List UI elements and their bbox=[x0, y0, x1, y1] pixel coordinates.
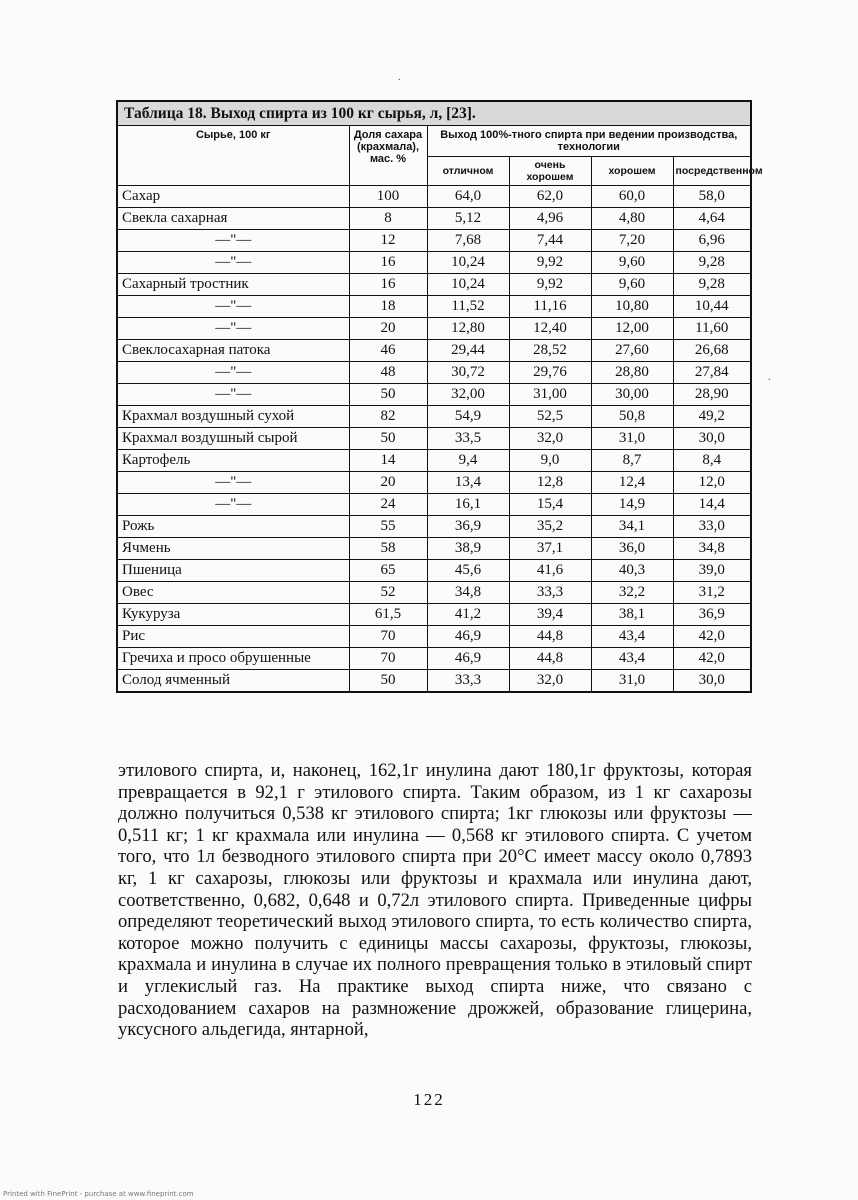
cell-sugar-share: 50 bbox=[349, 384, 427, 406]
cell-raw-material: Солод ячменный bbox=[117, 670, 349, 693]
cell-sugar-share: 52 bbox=[349, 582, 427, 604]
cell-yield-mediocre: 26,68 bbox=[673, 340, 751, 362]
cell-yield-very-good: 32,0 bbox=[509, 428, 591, 450]
cell-yield-excellent: 33,3 bbox=[427, 670, 509, 693]
cell-yield-excellent: 5,12 bbox=[427, 208, 509, 230]
cell-yield-mediocre: 4,64 bbox=[673, 208, 751, 230]
cell-yield-mediocre: 39,0 bbox=[673, 560, 751, 582]
table-row bbox=[117, 538, 751, 560]
cell-yield-excellent: 16,1 bbox=[427, 494, 509, 516]
cell-sugar-share: 20 bbox=[349, 472, 427, 494]
table-row bbox=[117, 296, 751, 318]
cell-raw-material: Гречиха и просо обрушенные bbox=[117, 648, 349, 670]
cell-sugar-share: 16 bbox=[349, 274, 427, 296]
cell-yield-very-good: 41,6 bbox=[509, 560, 591, 582]
cell-yield-mediocre: 10,44 bbox=[673, 296, 751, 318]
cell-yield-excellent: 11,52 bbox=[427, 296, 509, 318]
cell-yield-mediocre: 9,28 bbox=[673, 252, 751, 274]
cell-sugar-share: 100 bbox=[349, 186, 427, 208]
cell-yield-excellent: 7,68 bbox=[427, 230, 509, 252]
cell-yield-mediocre: 27,84 bbox=[673, 362, 751, 384]
cell-yield-good: 28,80 bbox=[591, 362, 673, 384]
cell-yield-very-good: 52,5 bbox=[509, 406, 591, 428]
cell-yield-excellent: 54,9 bbox=[427, 406, 509, 428]
cell-yield-excellent: 12,80 bbox=[427, 318, 509, 340]
cell-yield-good: 7,20 bbox=[591, 230, 673, 252]
cell-sugar-share: 50 bbox=[349, 428, 427, 450]
cell-yield-good: 10,80 bbox=[591, 296, 673, 318]
cell-yield-good: 43,4 bbox=[591, 648, 673, 670]
cell-sugar-share: 70 bbox=[349, 648, 427, 670]
page-number: 122 bbox=[413, 1090, 445, 1109]
cell-sugar-share: 65 bbox=[349, 560, 427, 582]
cell-yield-good: 38,1 bbox=[591, 604, 673, 626]
table-row bbox=[117, 494, 751, 516]
cell-yield-excellent: 46,9 bbox=[427, 648, 509, 670]
cell-yield-excellent: 10,24 bbox=[427, 274, 509, 296]
table-row bbox=[117, 604, 751, 626]
scan-speck: . bbox=[398, 72, 401, 83]
print-footer: Printed with FinePrint - purchase at www.fineprint.com bbox=[3, 1190, 194, 1198]
cell-sugar-share: 55 bbox=[349, 516, 427, 538]
cell-sugar-share: 14 bbox=[349, 450, 427, 472]
cell-raw-material: Крахмал воздушный сухой bbox=[117, 406, 349, 428]
table-row bbox=[117, 362, 751, 384]
cell-yield-mediocre: 11,60 bbox=[673, 318, 751, 340]
cell-yield-mediocre: 49,2 bbox=[673, 406, 751, 428]
cell-yield-excellent: 45,6 bbox=[427, 560, 509, 582]
cell-raw-material: Овес bbox=[117, 582, 349, 604]
cell-raw-material: Ячмень bbox=[117, 538, 349, 560]
cell-yield-very-good: 9,92 bbox=[509, 274, 591, 296]
table-row bbox=[117, 670, 751, 693]
cell-raw-material: Картофель bbox=[117, 450, 349, 472]
cell-raw-material: —"— bbox=[117, 384, 349, 406]
cell-yield-mediocre: 28,90 bbox=[673, 384, 751, 406]
cell-raw-material: Крахмал воздушный сырой bbox=[117, 428, 349, 450]
cell-yield-mediocre: 8,4 bbox=[673, 450, 751, 472]
cell-yield-mediocre: 9,28 bbox=[673, 274, 751, 296]
cell-raw-material: —"— bbox=[117, 252, 349, 274]
cell-yield-mediocre: 34,8 bbox=[673, 538, 751, 560]
cell-yield-good: 27,60 bbox=[591, 340, 673, 362]
cell-raw-material: —"— bbox=[117, 296, 349, 318]
cell-yield-mediocre: 42,0 bbox=[673, 626, 751, 648]
cell-raw-material: Кукуруза bbox=[117, 604, 349, 626]
cell-yield-excellent: 46,9 bbox=[427, 626, 509, 648]
cell-yield-excellent: 29,44 bbox=[427, 340, 509, 362]
cell-raw-material: Свеклосахарная патока bbox=[117, 340, 349, 362]
header-tech-very-good: очень хорошем bbox=[509, 157, 591, 186]
cell-sugar-share: 16 bbox=[349, 252, 427, 274]
cell-yield-good: 36,0 bbox=[591, 538, 673, 560]
cell-yield-good: 50,8 bbox=[591, 406, 673, 428]
table-body bbox=[117, 186, 751, 693]
cell-raw-material: Сахар bbox=[117, 186, 349, 208]
cell-yield-very-good: 15,4 bbox=[509, 494, 591, 516]
cell-sugar-share: 8 bbox=[349, 208, 427, 230]
cell-yield-very-good: 11,16 bbox=[509, 296, 591, 318]
cell-yield-mediocre: 58,0 bbox=[673, 186, 751, 208]
table-caption: Таблица 18. Выход спирта из 100 кг сырья, л, [23]. bbox=[117, 101, 751, 126]
cell-yield-mediocre: 36,9 bbox=[673, 604, 751, 626]
table-row bbox=[117, 472, 751, 494]
table-row bbox=[117, 406, 751, 428]
cell-yield-very-good: 62,0 bbox=[509, 186, 591, 208]
header-tech-mediocre: посредственном bbox=[673, 157, 751, 186]
cell-yield-excellent: 64,0 bbox=[427, 186, 509, 208]
cell-yield-mediocre: 12,0 bbox=[673, 472, 751, 494]
cell-yield-very-good: 44,8 bbox=[509, 648, 591, 670]
cell-yield-mediocre: 42,0 bbox=[673, 648, 751, 670]
cell-yield-very-good: 32,0 bbox=[509, 670, 591, 693]
cell-yield-excellent: 41,2 bbox=[427, 604, 509, 626]
table-row bbox=[117, 384, 751, 406]
cell-yield-excellent: 30,72 bbox=[427, 362, 509, 384]
yield-table-wrapper bbox=[116, 100, 763, 693]
cell-yield-excellent: 38,9 bbox=[427, 538, 509, 560]
cell-sugar-share: 70 bbox=[349, 626, 427, 648]
cell-yield-mediocre: 31,2 bbox=[673, 582, 751, 604]
cell-yield-excellent: 10,24 bbox=[427, 252, 509, 274]
cell-yield-very-good: 9,92 bbox=[509, 252, 591, 274]
table-row bbox=[117, 340, 751, 362]
cell-yield-very-good: 37,1 bbox=[509, 538, 591, 560]
header-sugar-share: Доля сахара (крахмала), мас. % bbox=[349, 126, 427, 186]
cell-raw-material: —"— bbox=[117, 362, 349, 384]
cell-yield-good: 60,0 bbox=[591, 186, 673, 208]
table-row bbox=[117, 516, 751, 538]
cell-yield-excellent: 34,8 bbox=[427, 582, 509, 604]
table-row bbox=[117, 560, 751, 582]
cell-raw-material: —"— bbox=[117, 472, 349, 494]
cell-yield-very-good: 44,8 bbox=[509, 626, 591, 648]
cell-yield-very-good: 12,40 bbox=[509, 318, 591, 340]
cell-sugar-share: 18 bbox=[349, 296, 427, 318]
cell-yield-good: 8,7 bbox=[591, 450, 673, 472]
cell-raw-material: Свекла сахарная bbox=[117, 208, 349, 230]
yield-table bbox=[116, 100, 763, 693]
cell-yield-very-good: 33,3 bbox=[509, 582, 591, 604]
table-row bbox=[117, 252, 751, 274]
cell-yield-good: 31,0 bbox=[591, 428, 673, 450]
cell-yield-very-good: 7,44 bbox=[509, 230, 591, 252]
cell-yield-excellent: 32,00 bbox=[427, 384, 509, 406]
cell-yield-mediocre: 30,0 bbox=[673, 670, 751, 693]
cell-sugar-share: 58 bbox=[349, 538, 427, 560]
table-row bbox=[117, 186, 751, 208]
cell-yield-very-good: 31,00 bbox=[509, 384, 591, 406]
cell-yield-excellent: 9,4 bbox=[427, 450, 509, 472]
table-row bbox=[117, 428, 751, 450]
cell-raw-material: —"— bbox=[117, 318, 349, 340]
cell-yield-good: 34,1 bbox=[591, 516, 673, 538]
cell-yield-excellent: 33,5 bbox=[427, 428, 509, 450]
header-yield: Выход 100%-тного спирта при ведении производства, технологии bbox=[427, 126, 751, 157]
cell-yield-good: 9,60 bbox=[591, 252, 673, 274]
cell-yield-mediocre: 33,0 bbox=[673, 516, 751, 538]
cell-sugar-share: 24 bbox=[349, 494, 427, 516]
header-tech-excellent: отличном bbox=[427, 157, 509, 186]
cell-raw-material: Сахарный тростник bbox=[117, 274, 349, 296]
table-row bbox=[117, 274, 751, 296]
cell-yield-good: 30,00 bbox=[591, 384, 673, 406]
cell-sugar-share: 50 bbox=[349, 670, 427, 693]
cell-sugar-share: 61,5 bbox=[349, 604, 427, 626]
cell-yield-very-good: 28,52 bbox=[509, 340, 591, 362]
scan-speck: . bbox=[768, 372, 771, 383]
cell-yield-very-good: 9,0 bbox=[509, 450, 591, 472]
cell-raw-material: Рожь bbox=[117, 516, 349, 538]
cell-raw-material: Пшеница bbox=[117, 560, 349, 582]
cell-sugar-share: 20 bbox=[349, 318, 427, 340]
cell-yield-good: 31,0 bbox=[591, 670, 673, 693]
cell-sugar-share: 12 bbox=[349, 230, 427, 252]
cell-yield-excellent: 36,9 bbox=[427, 516, 509, 538]
cell-yield-very-good: 4,96 bbox=[509, 208, 591, 230]
cell-yield-good: 12,4 bbox=[591, 472, 673, 494]
cell-yield-very-good: 12,8 bbox=[509, 472, 591, 494]
cell-yield-good: 40,3 bbox=[591, 560, 673, 582]
cell-sugar-share: 46 bbox=[349, 340, 427, 362]
cell-yield-excellent: 13,4 bbox=[427, 472, 509, 494]
cell-yield-good: 4,80 bbox=[591, 208, 673, 230]
cell-yield-very-good: 39,4 bbox=[509, 604, 591, 626]
table-row bbox=[117, 230, 751, 252]
cell-yield-good: 12,00 bbox=[591, 318, 673, 340]
cell-yield-good: 9,60 bbox=[591, 274, 673, 296]
cell-yield-very-good: 35,2 bbox=[509, 516, 591, 538]
cell-yield-mediocre: 14,4 bbox=[673, 494, 751, 516]
table-row bbox=[117, 318, 751, 340]
cell-raw-material: —"— bbox=[117, 494, 349, 516]
header-tech-good: хорошем bbox=[591, 157, 673, 186]
table-row bbox=[117, 648, 751, 670]
cell-yield-good: 14,9 bbox=[591, 494, 673, 516]
cell-yield-good: 43,4 bbox=[591, 626, 673, 648]
table-row bbox=[117, 208, 751, 230]
cell-sugar-share: 48 bbox=[349, 362, 427, 384]
table-row bbox=[117, 626, 751, 648]
header-raw-material: Сырье, 100 кг bbox=[117, 126, 349, 186]
cell-yield-good: 32,2 bbox=[591, 582, 673, 604]
body-paragraph: этилового спирта, и, наконец, 162,1г инулина дают 180,1г фруктозы, которая превращается в 92,1 г этилового спирта. Таким образом, из 1 кг сахарозы должно получиться 0,538 кг этилового спирта; 1кг глюкозы или фруктозы — 0,511 кг; 1 кг крахмала или инулина — 0,568 кг этилового спирта. С учетом того, что 1л безводного этилового спирта при 20°С имеет массу около 0,7893 кг, 1 кг сахарозы, глюкозы или фруктозы и крахмала или инулина дают, соответственно, 0,682, 0,648 и 0,72л этилового спирта. Приведенные цифры определяют теоретический выход этилового спирта, то есть количество спирта, которое можно получить с единицы массы сахарозы, фруктозы, глюкозы, крахмала и инулина в случае их полного превращения только в этиловый спирт и углекислый газ. На практике выход спирта ниже, что связано с расходованием сахаров на размножение дрожжей, образование глицерина, уксусного альдегида, янтарной, bbox=[118, 760, 752, 1041]
cell-raw-material: Рис bbox=[117, 626, 349, 648]
cell-raw-material: —"— bbox=[117, 230, 349, 252]
cell-yield-mediocre: 6,96 bbox=[673, 230, 751, 252]
cell-yield-mediocre: 30,0 bbox=[673, 428, 751, 450]
cell-yield-very-good: 29,76 bbox=[509, 362, 591, 384]
cell-sugar-share: 82 bbox=[349, 406, 427, 428]
table-row bbox=[117, 582, 751, 604]
table-row bbox=[117, 450, 751, 472]
